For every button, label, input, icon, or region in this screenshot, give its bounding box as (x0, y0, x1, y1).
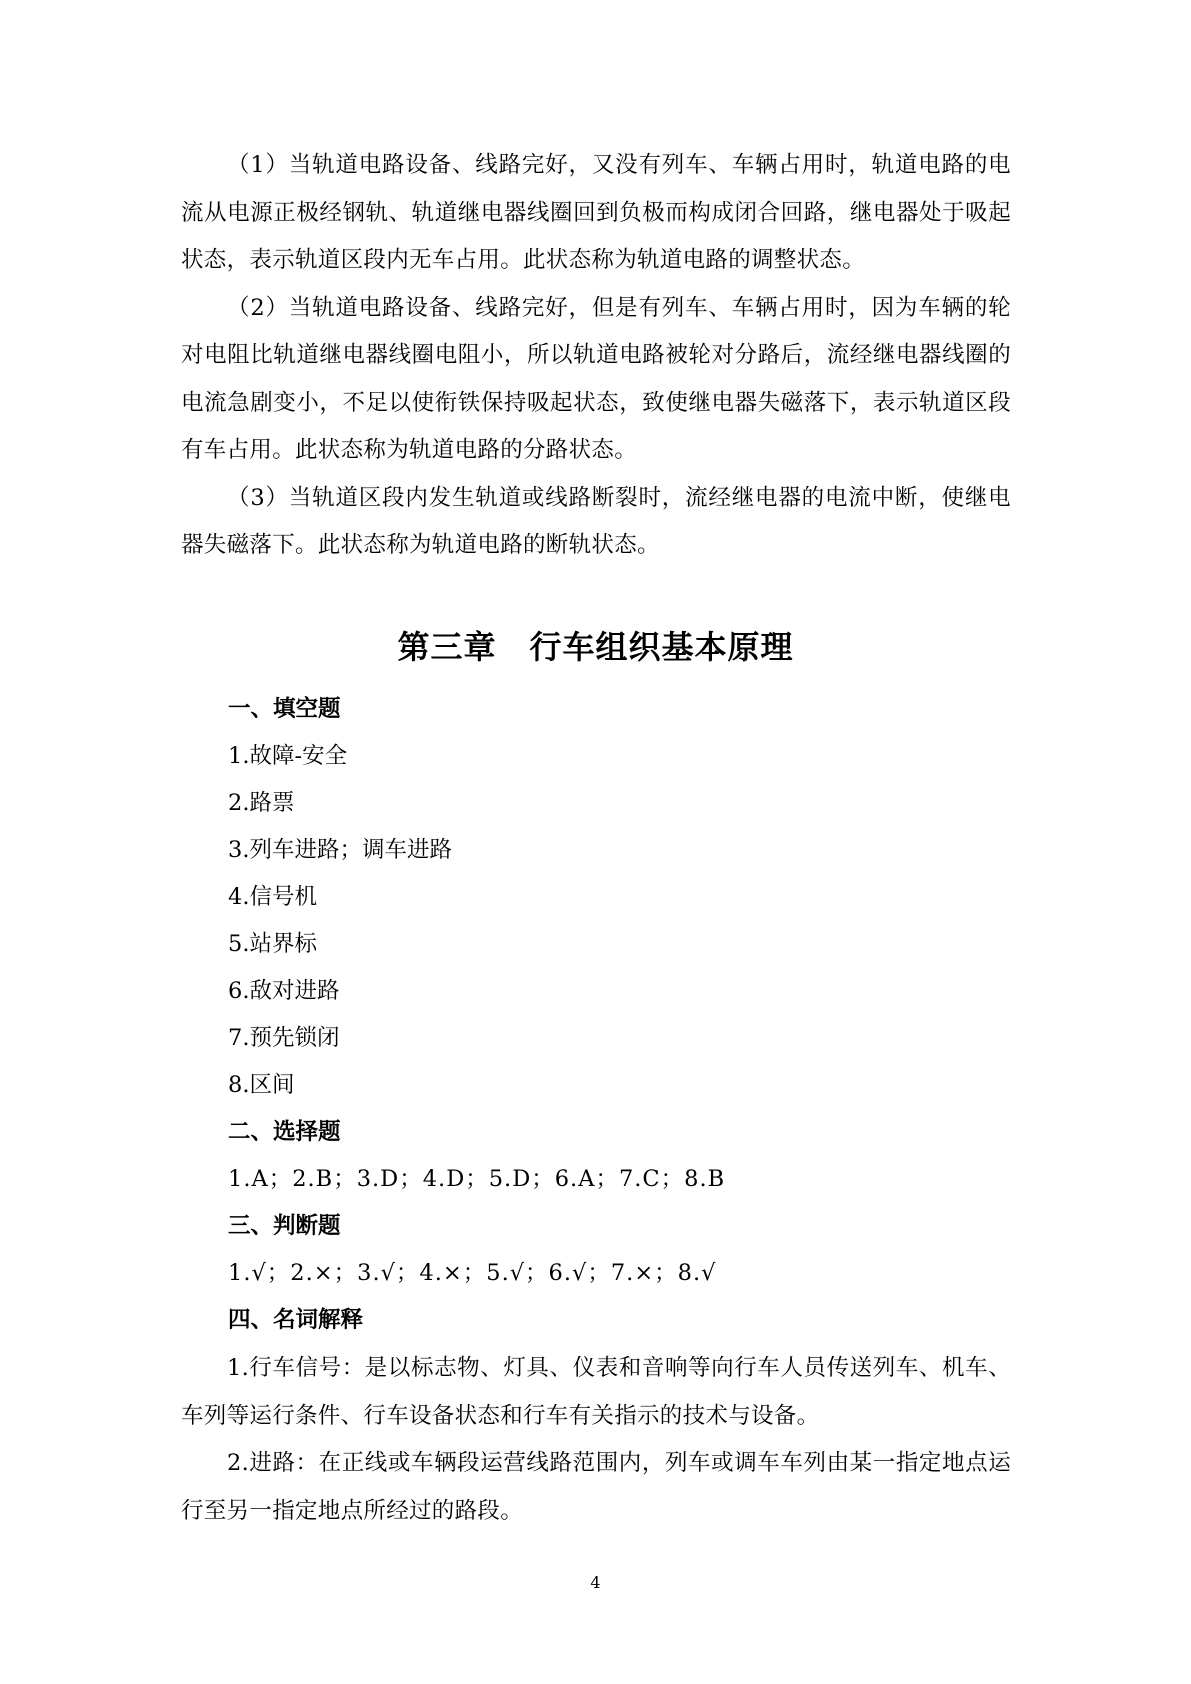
list-item: 4.信号机 (228, 884, 317, 910)
paragraph-shunt-state: （2）当轨道电路设备、线路完好，但是有列车、车辆占用时，因为车辆的轮对电阻比轨道继电器线圈电阻小，所以轨道电路被轮对分路后，流经继电器线圈的电流急剧变小，不足以使衔铁保持吸起状态，致使继电器失磁落下，表示轨道区段有车占用。此状态称为轨道电路的分路状态。 (181, 294, 1011, 463)
page-number: 4 (590, 1573, 601, 1592)
list-item: 3.列车进路；调车进路 (228, 837, 452, 863)
judgement-answers: 1.√；2.×；3.√；4.×；5.√；6.√；7.×；8.√ (228, 1260, 717, 1286)
list-item: 8.区间 (228, 1072, 295, 1098)
list-item: 7.预先锁闭 (228, 1025, 340, 1051)
list-item: 2.路票 (228, 790, 295, 816)
track-circuit-states (181, 142, 1011, 570)
list-item: 1.故障-安全 (228, 743, 348, 769)
list-item: 6.敌对进路 (228, 978, 340, 1004)
term-definition: 1.行车信号：是以标志物、灯具、仪表和音响等向行车人员传送列车、机车、车列等运行条件、行车设备状态和行车有关指示的技术与设备。 (181, 1355, 1011, 1429)
section-heading-terms: 四、名词解释 (228, 1307, 364, 1333)
choice-answers: 1.A；2.B；3.D；4.D；5.D；6.A；7.C；8.B (228, 1166, 726, 1192)
section-heading-fill-in: 一、填空题 (228, 696, 341, 722)
fill-in-section (181, 686, 1011, 1109)
list-item: 5.站界标 (228, 931, 317, 957)
section-heading-choice: 二、选择题 (228, 1119, 341, 1145)
terms-section (181, 1345, 1011, 1535)
paragraph-adjust-state: （1）当轨道电路设备、线路完好，又没有列车、车辆占用时，轨道电路的电流从电源正极经钢轨、轨道继电器线圈回到负极而构成闭合回路，继电器处于吸起状态，表示轨道区段内无车占用。此状态称为轨道电路的调整状态。 (181, 152, 1011, 273)
section-heading-judgement: 三、判断题 (228, 1213, 341, 1239)
chapter-title: 第三章 行车组织基本原理 (397, 628, 794, 666)
term-definition: 2.进路：在正线或车辆段运营线路范围内，列车或调车车列由某一指定地点运行至另一指定地点所经过的路段。 (181, 1450, 1011, 1524)
paragraph-broken-rail-state: （3）当轨道区段内发生轨道或线路断裂时，流经继电器的电流中断，使继电器失磁落下。此状态称为轨道电路的断轨状态。 (181, 484, 1011, 558)
choice-section (181, 1109, 1011, 1344)
